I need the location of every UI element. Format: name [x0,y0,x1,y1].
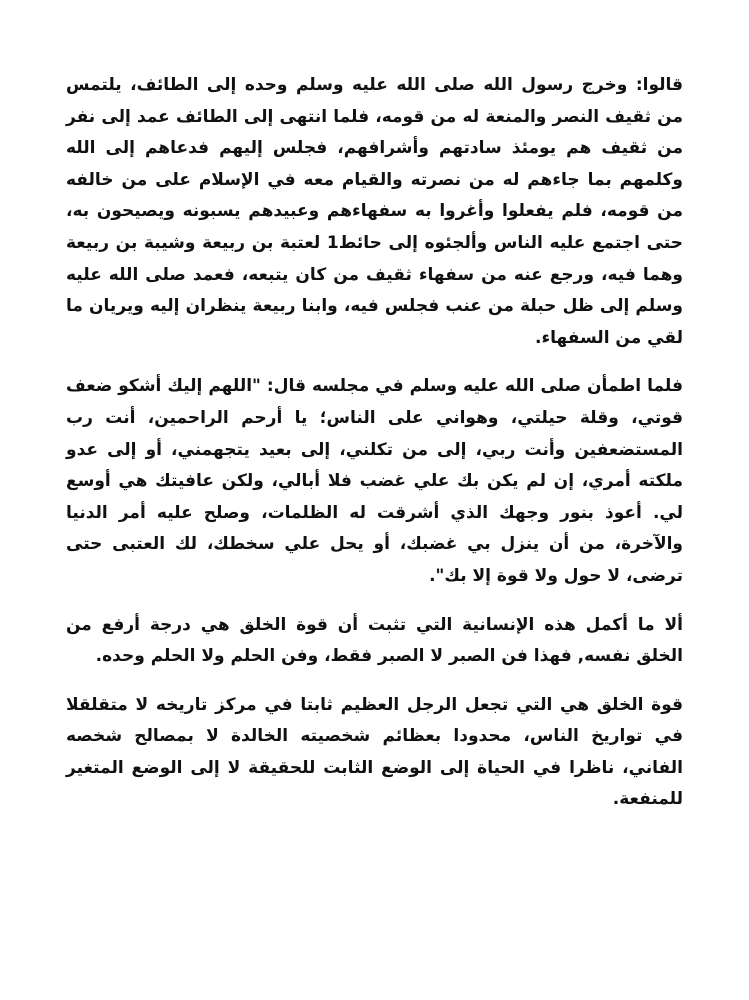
paragraph-supplication: فلما اطمأن صلى الله عليه وسلم في مجلسه قال: "اللهم إليك أشكو ضعف قوتي، وقلة حيلتي، وهواني على الناس؛ يا أرحم الراحمين، أنت رب المستضعفين وأنت ربي، إلى من تكلني، إلى بعيد يتجهمني، أو إلى عدو ملكته أمري، إن لم يكن بك علي غضب فلا أبالي، ولكن عافيتك هي أوسع لي. أعوذ بنور وجهك الذي أشرقت له الظلمات، وصلح عليه أمر الدنيا والآخرة، من أن ينزل بي غضبك، أو يحل علي سخطك، لك العتبى حتى ترضى، لا حول ولا قوة إلا بك". [66,376,683,586]
paragraph-patience: ألا ما أكمل هذه الإنسانية التي تثبت أن قوة الخلق هي درجة أرفع من الخلق نفسه, فهذا فن الصبر لا الصبر فقط، وفن الحلم ولا الحلم وحده. [66,614,683,667]
document-page [66,70,683,960]
paragraph-strength-of-character: قوة الخلق هي التي تجعل الرجل العظيم ثابتا في مركز تاريخه لا متقلقلا في تواريخ الناس، محدودا بعظائم شخصيته الخالدة لا بمصالح شخصه الفاني، ناظرا في الحياة إلى الوضع الثابت للحقيقة لا إلى الوضع المتغير للمنفعة. [66,694,683,810]
paragraph-taif-journey: قالوا: وخرج رسول الله صلى الله عليه وسلم وحده إلى الطائف، يلتمس من ثقيف النصر والمنعة له من قومه، فلما انتهى إلى الطائف عمد إلى نفر من ثقيف هم يومئذ سادتهم وأشرافهم، فجلس إليهم فدعاهم إلى الله وكلمهم بما جاءهم له من نصرته والقيام معه في الإسلام على من خالفه من قومه، فلم يفعلوا وأغروا به سفهاءهم وعبيدهم يسبونه ويصيحون به، حتى اجتمع عليه الناس وألجئوه إلى حائط1 لعتبة بن ربيعة وشيبة بن ربيعة وهما فيه، ورجع عنه من سفهاء ثقيف من كان يتبعه، فعمد صلى الله عليه وسلم إلى ظل حبلة من عنب فجلس فيه، وابنا ربيعة ينظران إليه ويريان ما لقي من السفهاء. [66,75,683,348]
